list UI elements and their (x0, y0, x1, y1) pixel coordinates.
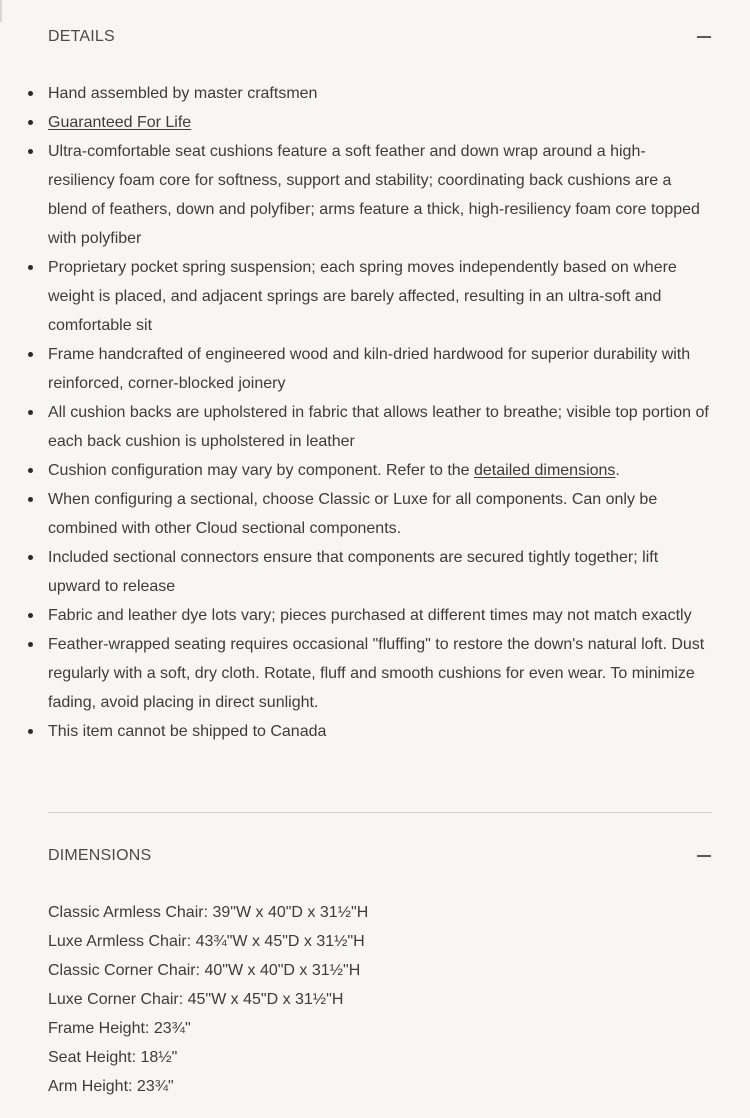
dimension-row: Classic Corner Chair: 40"W x 40"D x 31½"H (48, 962, 361, 979)
collapse-minus-icon[interactable] (696, 29, 712, 45)
detail-text: Ultra-comfortable seat cushions feature a soft feather and down wrap around a high-resiliency foam core for softness, support and stability; coordinating back cushions are a blend of feathers, down and polyfiber; arms feature a thick, high-resiliency foam core topped with polyfiber (48, 143, 700, 247)
details-title: DETAILS (48, 28, 115, 45)
list-item (48, 137, 712, 253)
list-item (48, 253, 712, 340)
left-edge-rule (0, 0, 2, 22)
dimension-row: Frame Height: 23¾" (48, 1020, 191, 1037)
detail-text: Proprietary pocket spring suspension; each spring moves independently based on where weight is placed, and adjacent springs are barely affected, resulting in an ultra-soft and comfortable sit (48, 259, 677, 334)
detail-text-suffix: . (615, 462, 620, 479)
list-item (48, 108, 712, 137)
detail-text: Fabric and leather dye lots vary; pieces purchased at different times may not match exactly (48, 607, 692, 624)
list-item (48, 398, 712, 456)
list-item (48, 79, 712, 108)
details-list (48, 79, 712, 746)
dimension-row: Luxe Armless Chair: 43¾"W x 45"D x 31½"H (48, 933, 365, 950)
list-item (48, 340, 712, 398)
detail-text: This item cannot be shipped to Canada (48, 723, 327, 740)
detail-text: All cushion backs are upholstered in fabric that allows leather to breathe; visible top portion of each back cushion is upholstered in leather (48, 404, 709, 450)
detail-text: Hand assembled by master craftsmen (48, 85, 318, 102)
dimension-row: Classic Armless Chair: 39"W x 40"D x 31½"H (48, 904, 369, 921)
dimension-row: Arm Height: 23¾" (48, 1078, 174, 1095)
detail-text: Feather-wrapped seating requires occasional "fluffing" to restore the down's natural loft. Dust regularly with a soft, dry cloth. Rotate, fluff and smooth cushions for even wear. To minimize fading, avoid placing in direct sunlight. (48, 636, 705, 711)
list-item (48, 485, 712, 543)
list-item (48, 717, 712, 746)
detail-text: When configuring a sectional, choose Classic or Luxe for all components. Can only be combined with other Cloud sectional components. (48, 491, 658, 537)
dimension-row: Seat Height: 18½" (48, 1049, 178, 1066)
list-item (48, 456, 712, 485)
dimension-row: Luxe Corner Chair: 45"W x 45"D x 31½"H (48, 991, 344, 1008)
guaranteed-for-life-link[interactable]: Guaranteed For Life (48, 114, 192, 131)
detail-text: Included sectional connectors ensure that components are secured tightly together; lift upward to release (48, 549, 659, 595)
detail-text: Cushion configuration may vary by component. Refer to the (48, 462, 474, 479)
dimensions-section-header[interactable] (48, 844, 712, 868)
detailed-dimensions-link[interactable]: detailed dimensions (474, 462, 616, 479)
list-item (48, 601, 712, 630)
list-item (48, 543, 712, 601)
dimensions-title: DIMENSIONS (48, 847, 152, 864)
collapse-minus-icon[interactable] (696, 848, 712, 864)
dimensions-list (48, 898, 712, 1101)
list-item (48, 630, 712, 717)
section-divider (48, 812, 712, 813)
details-section-header[interactable] (48, 25, 712, 49)
detail-text: Frame handcrafted of engineered wood and kiln-dried hardwood for superior durability with reinforced, corner-blocked joinery (48, 346, 691, 392)
